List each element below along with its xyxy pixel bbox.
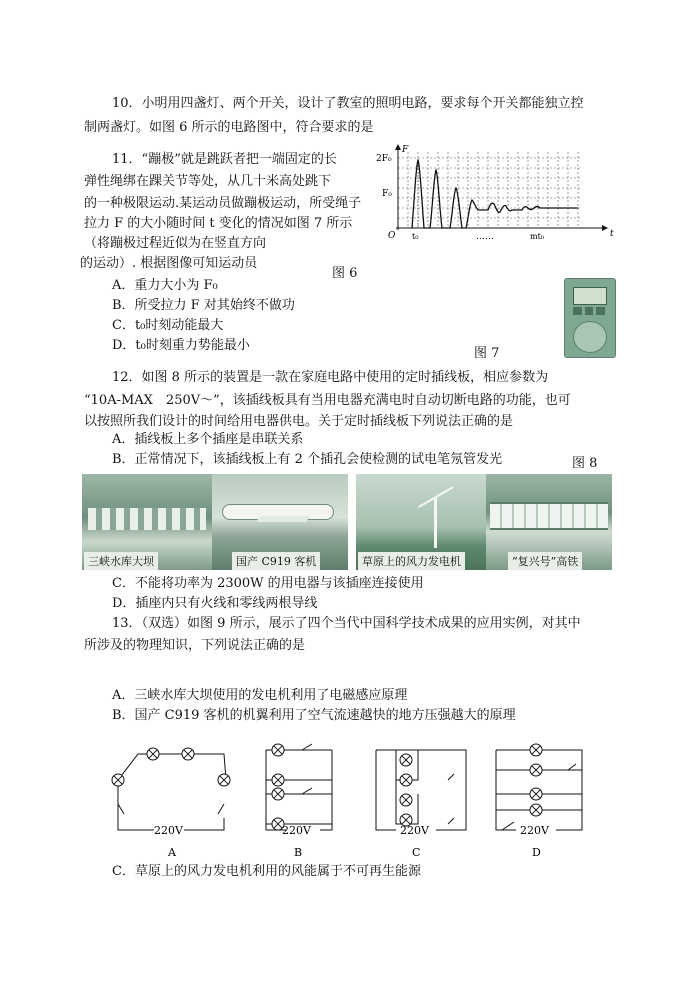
q11-line-1: 11．“蹦极”就是跳跃者把一端固定的长: [112, 152, 337, 167]
circuit-b: [266, 744, 332, 830]
lamp-b3: [272, 788, 284, 800]
lamp-c3: [400, 794, 412, 806]
q12-option-c: C．不能将功率为 2300W 的用电器与该插座连接使用: [112, 576, 424, 591]
circuit-diagrams: [96, 734, 596, 862]
voltage-label-d: 220V: [520, 824, 549, 837]
q13-option-a: A．三峡水库大坝使用的发电机利用了电磁感应原理: [112, 688, 408, 703]
turbine-tower: [434, 498, 437, 548]
q11-line-3: 的一种极限运动.某运动员做蹦极运动，所受绳子: [84, 196, 362, 211]
photo-wind-turbine: [356, 474, 486, 570]
q11-option-d: D．t₀时刻重力势能最小: [112, 338, 250, 353]
q13-line-1: 13．（双选）如图 9 所示，展示了四个当代中国科学技术成果的应用实例，对其中: [112, 616, 581, 631]
lamp-d4: [530, 804, 542, 816]
fig7-caption: 图 7: [474, 346, 500, 361]
q12-option-a: A．插线板上多个插座是串联关系: [112, 432, 304, 447]
x-tick-t0: t₀: [412, 232, 419, 241]
train-body: [490, 502, 608, 530]
photo-label-plane: 国产 C919 客机: [232, 552, 320, 570]
circuit-a: [118, 754, 226, 830]
q10-line-1: 10．小明用四盏灯、两个开关，设计了教室的照明电路，要求每个开关都能独立控: [112, 96, 584, 111]
photo-c919-plane: [212, 474, 348, 570]
q12-line-1: 12．如图 8 所示的装置是一款在家庭电路中使用的定时插线板，相应参数为: [112, 370, 549, 385]
photo-label-dam: 三峡水库大坝: [84, 552, 158, 570]
lamp-a1: [112, 774, 124, 786]
lamp-a2: [147, 748, 159, 760]
lamp-b2: [272, 774, 284, 786]
q12-line-2: “10A-MAX 250V～”，该插线板具有当用电器充满电时自动切断电路的功能，也可: [84, 393, 571, 408]
circuit-label-a: A: [168, 846, 176, 859]
lamp-d1: [530, 744, 542, 756]
lamp-c1: [400, 754, 412, 766]
force-time-graph: [372, 144, 622, 242]
circuit-label-d: D: [532, 846, 541, 859]
q12-option-b: B．正常情况下，该插线板上有 2 个插孔会使检测的试电笔氖管发光: [112, 452, 503, 467]
x-tick-mt0: mt₀: [530, 232, 545, 241]
timer-display: [573, 287, 607, 305]
photo-label-train: “复兴号”高铁: [508, 552, 582, 570]
photo-label-turbine: 草原上的风力发电机: [358, 552, 465, 570]
q12-option-d: D．插座内只有火线和零线两根导线: [112, 596, 318, 611]
q11-line-2: 弹性绳绑在踝关节等处，从几十米高处跳下: [84, 174, 332, 189]
lamp-a3: [182, 748, 194, 760]
y-axis-label: F: [402, 145, 409, 155]
timer-buttons: [573, 307, 605, 315]
q11-line-6: 的运动）. 根据图像可知运动员: [80, 256, 258, 271]
timer-socket-photo: [564, 278, 616, 358]
q11-line-5: （将蹦极过程近似为在竖直方向: [84, 236, 267, 251]
q11-line-4: 拉力 F 的大小随时间 t 变化的情况如图 7 所示: [84, 216, 353, 231]
voltage-label-b: 220V: [282, 824, 311, 837]
lamp-b1: [272, 744, 284, 756]
socket-face: [573, 321, 607, 353]
lamp-d2: [530, 764, 542, 776]
q11-option-b: B．所受拉力 F 对其始终不做功: [112, 298, 295, 313]
photo-three-gorges-dam: [82, 474, 212, 570]
q12-line-3: 以按照所我们设计的时间给用电器供电。关于定时插线板下列说法正确的是: [84, 414, 514, 429]
dam-spillways: [88, 508, 206, 530]
lamp-a4: [218, 774, 230, 786]
fig8-caption: 图 8: [572, 456, 598, 471]
circuit-label-c: C: [412, 846, 421, 859]
lamp-d3: [530, 788, 542, 800]
q11-option-c: C．t₀时刻动能最大: [112, 318, 224, 333]
circuit-label-b: B: [294, 846, 303, 859]
q13-line-2: 所涉及的物理知识，下列说法正确的是: [84, 638, 306, 653]
q11-option-a: A．重力大小为 F₀: [112, 278, 218, 293]
origin-label: O: [388, 231, 396, 241]
x-ellipsis: ……: [476, 232, 494, 242]
q13-option-c: C．草原上的风力发电机利用的风能属于不可再生能源: [112, 864, 421, 879]
q13-option-b: B．国产 C919 客机的机翼利用了空气流速越快的地方压强越大的原理: [112, 708, 516, 723]
photo-fuxing-train: [486, 474, 612, 570]
x-axis-label: t: [610, 229, 614, 239]
y-tick-f0: F₀: [382, 189, 392, 199]
voltage-label-a: 220V: [154, 824, 183, 837]
y-tick-2f0: 2F₀: [376, 154, 392, 164]
lamp-c2: [400, 774, 412, 786]
q10-line-2: 制两盏灯。如图 6 所示的电路图中，符合要求的是: [84, 120, 374, 135]
circuit-c: [376, 750, 466, 830]
fig6-caption: 图 6: [332, 266, 358, 281]
voltage-label-c: 220V: [400, 824, 429, 837]
plane-wing: [256, 516, 309, 522]
